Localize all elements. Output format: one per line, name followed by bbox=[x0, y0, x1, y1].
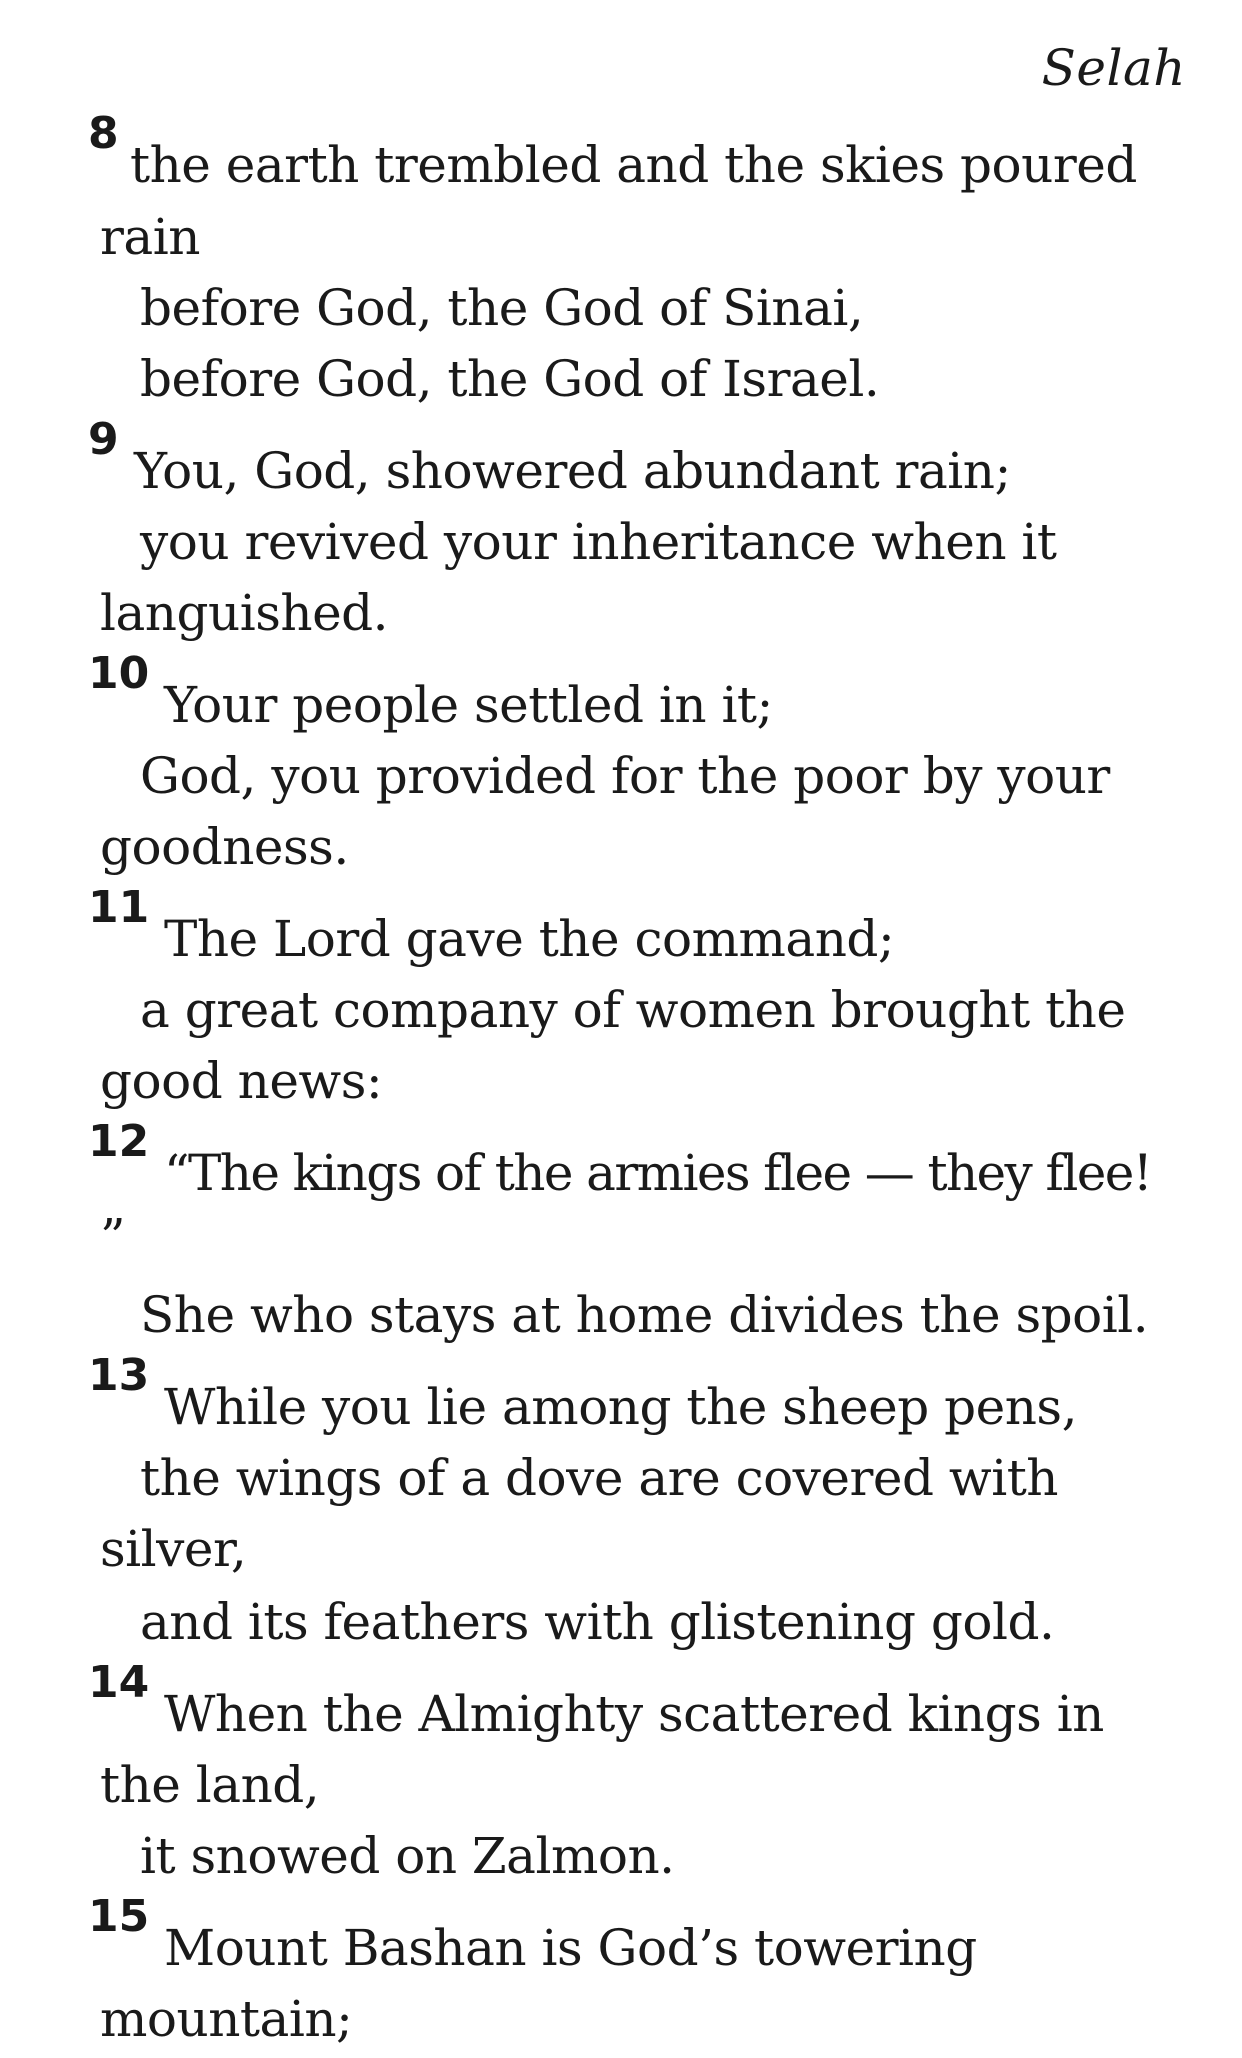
selah-label: Selah bbox=[1041, 39, 1186, 97]
verse-line: you revived your inheritance when it bbox=[140, 513, 1057, 571]
verse-line: God, you provided for the poor by your bbox=[140, 747, 1110, 805]
verse-line: When the Almighty scattered kings in bbox=[164, 1685, 1104, 1743]
verse-line: While you lie among the sheep pens, bbox=[164, 1378, 1077, 1436]
verse-line: a great company of women brought the bbox=[140, 981, 1126, 1039]
verse-line: You, God, showered abundant rain; bbox=[134, 442, 1011, 500]
verse-number: 14 bbox=[88, 1657, 150, 1708]
verse-line: mountain; bbox=[100, 1990, 353, 2048]
verse-line: She who stays at home divides the spoil. bbox=[140, 1286, 1149, 1344]
verse-line: it snowed on Zalmon. bbox=[140, 1827, 675, 1885]
verse-line: before God, the God of Sinai, bbox=[140, 279, 864, 337]
verse-line: good news: bbox=[100, 1052, 383, 1110]
reading-page bbox=[88, 0, 1200, 2058]
verse-line: rain bbox=[100, 208, 200, 266]
verse-line: goodness. bbox=[100, 818, 349, 876]
verse-line: “The kings of the armies flee — they flee! bbox=[164, 1144, 1152, 1202]
verse-number: 10 bbox=[88, 648, 150, 699]
verse-number: 12 bbox=[88, 1116, 150, 1167]
verse-line: languished. bbox=[100, 584, 389, 642]
verse-line: before God, the God of Israel. bbox=[140, 350, 880, 408]
verse-line: the earth trembled and the skies poured bbox=[130, 136, 1137, 194]
verse-line: Mount Bashan is God’s towering bbox=[164, 1919, 977, 1977]
verse-line: and its feathers with glistening gold. bbox=[140, 1593, 1055, 1651]
verse-number: 13 bbox=[88, 1350, 150, 1401]
verse-line: silver, bbox=[100, 1520, 247, 1578]
verse-number: 9 bbox=[88, 414, 119, 465]
verse-number: 8 bbox=[88, 108, 119, 159]
verse-line: ” bbox=[100, 1208, 126, 1266]
verse-number: 11 bbox=[88, 882, 150, 933]
verse-line: The Lord gave the command; bbox=[164, 910, 895, 968]
verse-line: the land, bbox=[100, 1756, 320, 1814]
verse-line: Your people settled in it; bbox=[164, 676, 773, 734]
verse-line: the wings of a dove are covered with bbox=[140, 1449, 1058, 1507]
verse-number: 15 bbox=[88, 1891, 150, 1942]
